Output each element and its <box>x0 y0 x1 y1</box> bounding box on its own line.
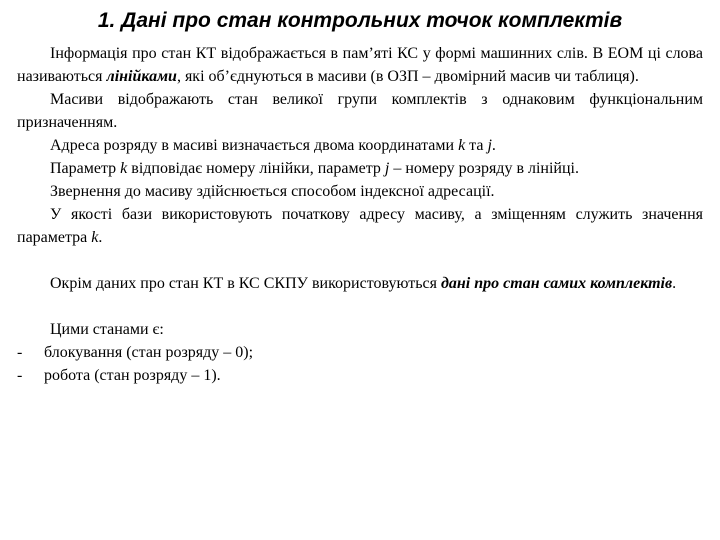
text: . <box>491 137 496 154</box>
param-j: j <box>487 137 492 154</box>
paragraph-arrays: Масиви відображають стан великої групи комплектів з однаковим функціональним призначенням. <box>17 91 703 131</box>
param-k: k <box>91 229 99 246</box>
text: відповідає номеру лінійки, параметр <box>127 160 385 177</box>
text: . <box>672 275 677 292</box>
list-item-text: робота (стан розряду – 1). <box>44 367 221 384</box>
param-k: k <box>458 137 466 154</box>
paragraph-base <box>17 203 703 249</box>
states-list <box>17 341 703 387</box>
term-kit-state: дані про стан самих комплектів <box>440 275 673 292</box>
paragraph-address <box>17 134 703 157</box>
paragraph-states-intro: Цими станами є: <box>50 321 164 338</box>
param-j: j <box>384 160 390 177</box>
text: , які об’єднуються в масиви (в ОЗП – двомірний масив чи таблиця). <box>176 68 639 85</box>
paragraph-memory-words <box>17 42 703 88</box>
text: та <box>465 137 488 154</box>
text: Інформація про стан КТ відображається в пам’яті КС у формі машинних слів. В ЕОМ ці слова називаються <box>17 45 703 85</box>
paragraph-kit-state <box>17 272 703 295</box>
text: У якості бази використовують початкову адресу масиву, а зміщенням служить значення параметра <box>17 206 703 246</box>
slide-title: 1. Дані про стан контрольних точок комплектів <box>97 9 623 32</box>
dash-bullet: - <box>17 344 23 361</box>
text: Параметр <box>50 160 121 177</box>
term-liniiky: лінійками <box>106 68 177 85</box>
dash-bullet: - <box>17 367 23 384</box>
slide-content <box>17 42 703 387</box>
list-item-text: блокування (стан розряду – 0); <box>44 344 254 361</box>
param-k: k <box>120 160 128 177</box>
list-item <box>17 341 703 364</box>
paragraph-addressing: Звернення до масиву здійснюється способом індексної адресації. <box>50 183 495 200</box>
text: – номеру розряду в лінійці. <box>389 160 579 177</box>
text: Адреса розряду в масиві визначається двома координатами <box>50 137 459 154</box>
text: . <box>98 229 103 246</box>
paragraph-parameters <box>17 157 703 180</box>
text: Окрім даних про стан КТ в КС СКПУ використовуються <box>50 275 441 292</box>
list-item <box>17 364 703 387</box>
